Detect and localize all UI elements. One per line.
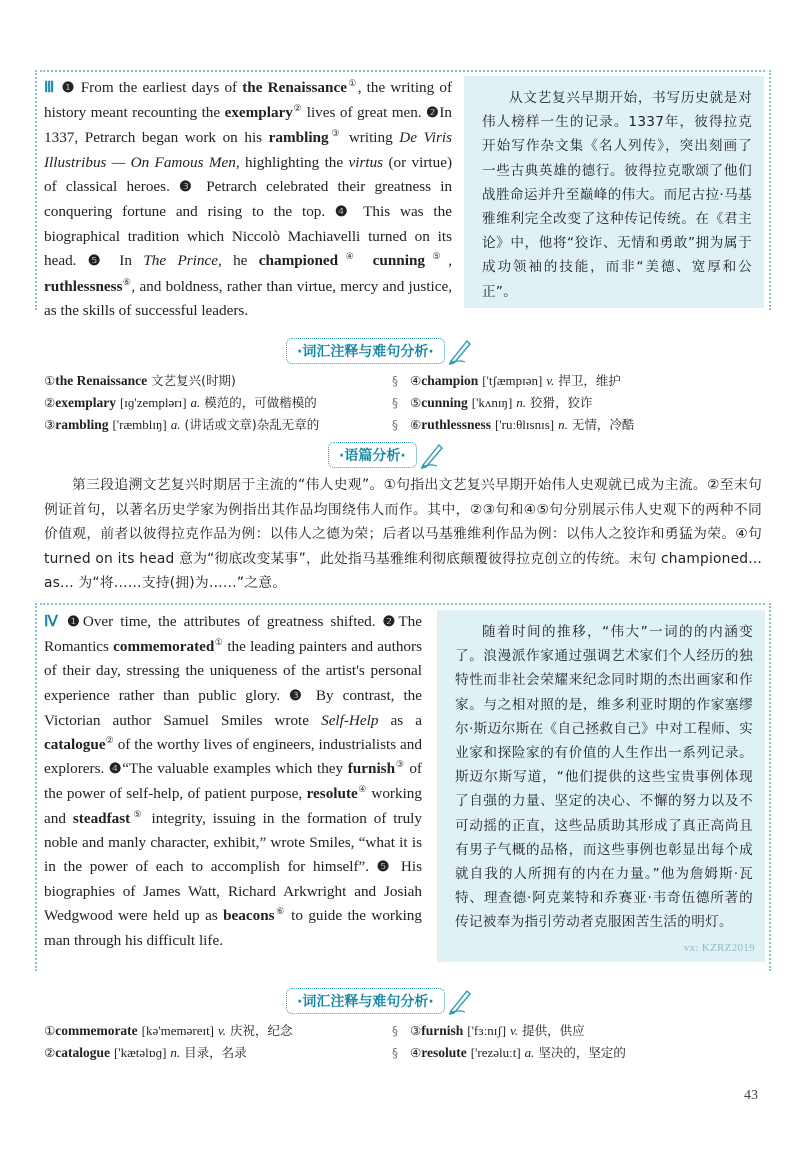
sentence-text: His biographies of James Watt, Richard Arkwright and Josiah Wedgwood were held up as (44, 858, 422, 925)
vocab-item: ③furnish ['fɜːnɪʃ] v. 提供，供应 (410, 1023, 585, 1038)
note-ref: ④ (357, 784, 367, 795)
sentence-marker: ❹ (108, 762, 123, 778)
vocab-list-1-left (44, 370, 384, 436)
sentence-marker: ❺ (87, 254, 108, 270)
sentence-text: (or virtue) of classical heroes. (44, 153, 452, 195)
section-number: Ⅲ (44, 80, 56, 96)
right-dotted-border (769, 70, 771, 310)
chain-divider: § § (392, 1024, 398, 1060)
vocab-heading-2 (286, 987, 473, 1015)
vocab-term: furnish (347, 760, 396, 778)
sentence-text: as a (378, 711, 422, 729)
sentence-marker: ❹ (335, 205, 354, 221)
vocab-term: the Renaissance (242, 79, 347, 96)
note-ref: ③ (328, 128, 343, 139)
left-dotted-border (35, 603, 37, 971)
vocab-term: commemorated (113, 638, 215, 656)
italic-term: virtus (348, 153, 384, 171)
sentence-text: of the power of self-help, of patient purpose, (44, 760, 422, 803)
sentence-text: By contrast, the Victorian author Samuel Smiles wrote (44, 686, 423, 729)
vocab-item: ①the Renaissance 文艺复兴(时期) (44, 373, 236, 388)
vocab-term: ruthlessness (44, 277, 123, 295)
book-title: Self-Help (321, 711, 379, 729)
note-ref: ④ (338, 251, 362, 262)
pen-icon (419, 441, 445, 469)
note-ref: ⑥ (122, 276, 132, 287)
sentence-text: In (119, 252, 144, 270)
vocab-term: rambling (268, 129, 329, 147)
sentence-text (361, 252, 372, 269)
vocab-heading-1 (286, 337, 473, 365)
sentence-marker: ❸ (179, 179, 198, 195)
section-number: Ⅳ (44, 614, 62, 630)
translation-text: 随着时间的推移，“伟大”一词的的内涵变了。浪漫派作家通过强调艺术家们个人经历的独特性而非社会荣耀来纪念同时期的杰出画家和作家。与之相对照的是，维多利亚时期的作家塞缪尔·斯迈尔斯在《自己拯救自己》中对工程师、实业家和探险家的有价值的人生作出一系列记录。斯迈尔斯写道，“他们提供的这些宝贵事例体现了自强的力量、坚定的决心、不懈的努力以及不可动摇的正直，这些品质助其形成了真正高尚且有男子气概的品格，而这些事例也彰显出每个成就自我的人所拥有的内在力量。”他为詹姆斯·瓦特、理查德·阿克莱特和乔赛亚·韦奇伍德所著的传记被奉为指引劳动者克服困苦生活的明灯。 (455, 624, 753, 931)
sentence-text: , highlighting the (235, 153, 349, 171)
heading-label: ·语篇分析· (328, 442, 417, 468)
discourse-analysis (44, 473, 762, 596)
section-3-translation-box (464, 76, 764, 308)
left-dotted-border (35, 70, 37, 310)
sentence-marker: ❺ (376, 860, 394, 876)
sentence-text: of the worthy lives of engineers, industrialists and explorers. (44, 736, 422, 778)
sentence-text: working and (44, 785, 422, 827)
vocab-list-1-right (410, 370, 760, 436)
sentence-text: writing (342, 129, 400, 147)
sentence-marker: ❷ (382, 615, 399, 630)
pen-icon (447, 337, 473, 365)
sentence-marker: ❶ (67, 615, 83, 630)
vocab-item: ②exemplary [ɪɡ'zemplərɪ] a. 模范的，可做楷模的 (44, 395, 317, 410)
sentence-marker: ❷ (426, 106, 440, 122)
sentence-text: The Romantics (44, 613, 423, 656)
section-4-translation-box (437, 610, 765, 962)
sentence-text: In 1337, Petrarch began work on his (44, 104, 452, 147)
heading-label: ·词汇注释与难句分析· (286, 988, 445, 1014)
note-ref: ① (214, 637, 224, 648)
section-3-english (44, 76, 452, 323)
sentence-text: integrity, issuing in the formation of truly noble and manly character, exhibit,” wrote Smiles, “what it is in the power of each to accomplish for himself”. (44, 809, 422, 876)
vocab-item: ④champion ['tʃæmpɪən] v. 捍卫，维护 (410, 373, 621, 388)
vocab-list-2-right (410, 1020, 760, 1064)
sentence-text: “The valuable examples which they (122, 760, 348, 778)
sentence-text: Petrarch celebrated their greatness in conquering fortune and rising to the top. (44, 177, 453, 221)
sentence-text: , the writing of history meant recounting the (44, 79, 453, 122)
page-number: 43 (744, 1088, 758, 1103)
note-ref: ② (292, 103, 303, 114)
sentence-text: , and boldness, rather than virtue, mercy and justice, as the skills of successful leaders. (44, 277, 452, 319)
sentence-text: , (448, 252, 452, 270)
top-divider (40, 70, 765, 72)
sentence-text: Over time, the attributes of greatness shifted. (82, 613, 376, 630)
sentence-text: This was the biographical tradition which Niccolò Machiavelli turned on its head. (44, 203, 452, 270)
vocab-term: resolute (306, 785, 358, 803)
note-ref: ③ (395, 759, 405, 770)
note-ref: ⑤ (425, 251, 449, 262)
vocab-term: exemplary (224, 104, 293, 122)
pen-icon (447, 987, 473, 1015)
vocab-term: steadfast (72, 809, 131, 827)
sentence-text: the leading painters and authors of their day, stressing the uniqueness of the artist's personal experience rather than public glory. (44, 638, 422, 704)
book-title: De Viris Illustribus — On Famous Men (44, 129, 452, 171)
watermark: vx: KZRZ2019 (683, 941, 755, 954)
note-ref: ⑥ (274, 906, 286, 917)
sentence-text: From the earliest days of (80, 79, 243, 96)
note-ref: ② (105, 734, 114, 745)
vocab-item: ⑤cunning ['kʌnɪŋ] n. 狡猾，狡诈 (410, 395, 593, 410)
sentence-marker: ❶ (61, 81, 76, 96)
vocab-item: ⑥ruthlessness ['ruːθlɪsnɪs] n. 无情，冷酷 (410, 417, 635, 432)
vocab-term: catalogue (44, 736, 106, 754)
vocab-item: ②catalogue ['kætəlɒɡ] n. 目录，名录 (44, 1045, 247, 1060)
middle-divider (40, 603, 765, 605)
right-dotted-border (769, 603, 771, 971)
section-4-english (44, 610, 422, 953)
vocab-term: beacons (223, 907, 275, 925)
note-ref: ⑤ (130, 808, 145, 819)
sentence-text: , he (217, 252, 259, 270)
vocab-item: ③rambling ['ræmblɪŋ] a. (讲话或文章)杂乱无章的 (44, 417, 320, 432)
vocab-list-2-left (44, 1020, 384, 1064)
note-ref: ① (346, 77, 358, 88)
sentence-text: to guide the working man through his difficult life. (44, 907, 422, 949)
vocab-item: ④resolute ['rezəluːt] a. 坚决的，坚定的 (410, 1045, 626, 1060)
heading-label: ·词汇注释与难句分析· (286, 338, 445, 364)
vocab-term: cunning (372, 252, 425, 270)
vocab-item: ①commemorate [kə'meməreɪt] v. 庆祝，纪念 (44, 1023, 293, 1038)
sentence-marker: ❸ (289, 688, 307, 704)
analysis-text: 第三段追溯文艺复兴时期居于主流的“伟人史观”。①句指出文艺复兴早期开始伟人史观就已成为主流。②至末句例证首句，以著名历史学家为例指出其作品均围绕伟人而作。其中，②③句和④⑤句分别展示伟人史观下的两种不同价值观，前者以彼得拉克作品为例：以伟人之德为荣；后者以马基雅维利作品为例：以伟人之狡诈和勇猛为荣。④句 turned on its head 意为“彻底改变某事”，此处指马基雅维利彻底颠覆彼得拉克创立的传统。末句 championed... as... 为“将……支持(拥)为……”之意。 (44, 477, 762, 591)
chain-divider: § § § (392, 374, 398, 432)
book-title: The Prince (143, 252, 218, 270)
translation-text: 从文艺复兴早期开始，书写历史就是对伟人榜样一生的记录。1337年，彼得拉克开始写作杂文集《名人列传》，突出刻画了一些古典英雄的德行。彼得拉克歌颂了他们战胜命运并升至巅峰的伟大。而尼古拉·马基雅维利完全改变了这种传记传统。在《君主论》中，他将“狡诈、无情和勇敢”拥为属于成功领袖的技能，而非“美德、宽厚和公正”。 (482, 90, 752, 300)
analysis-heading (328, 441, 445, 469)
vocab-term: championed (258, 252, 339, 270)
sentence-text: lives of great men. (302, 104, 422, 122)
